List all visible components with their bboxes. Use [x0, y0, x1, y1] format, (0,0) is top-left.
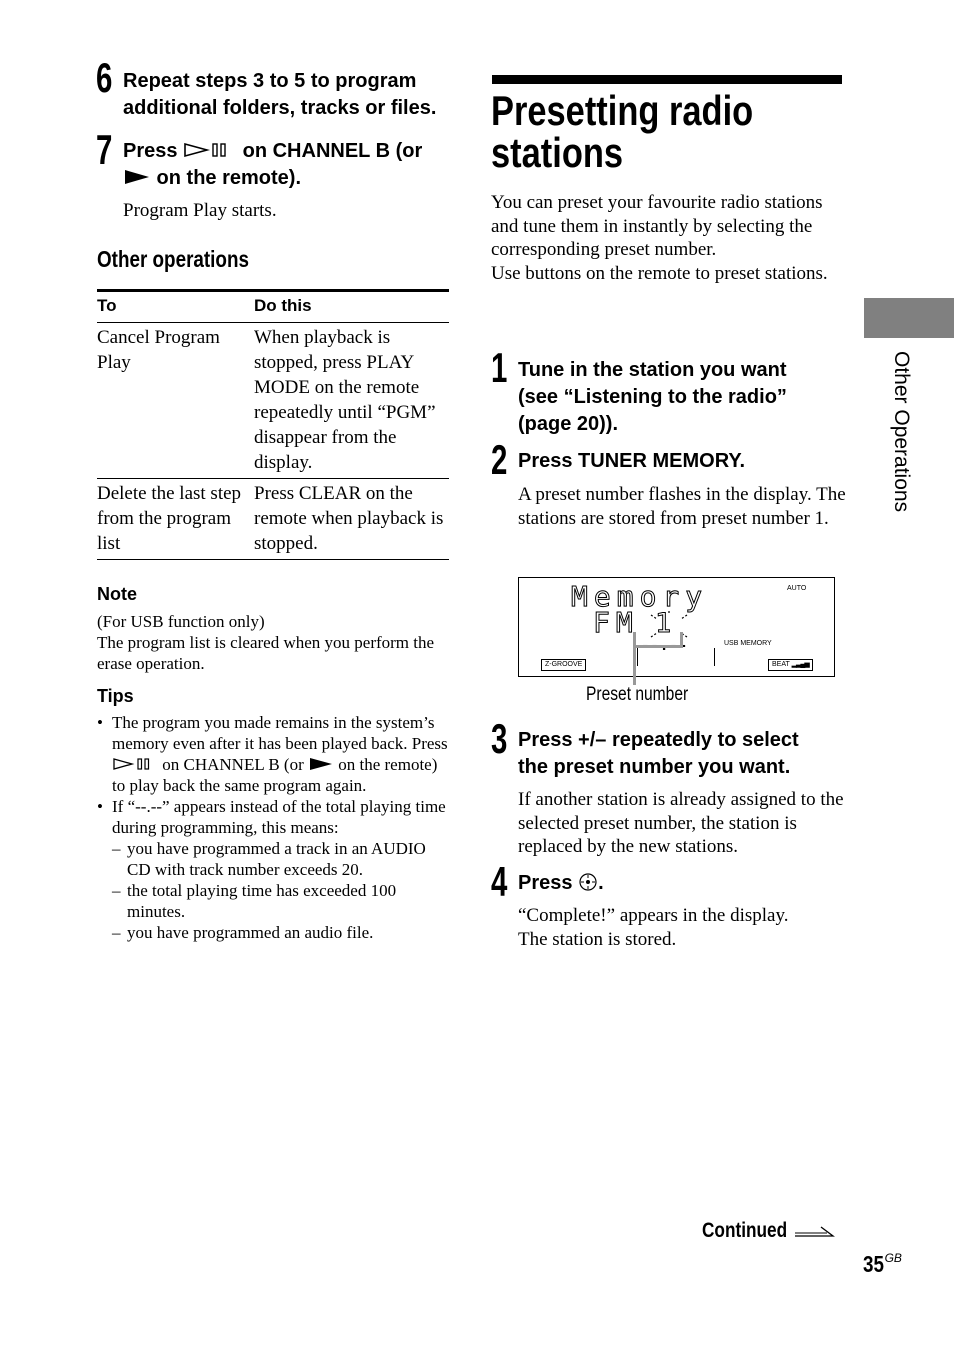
table-row — [97, 479, 449, 560]
callout-label: Preset number — [586, 684, 689, 705]
table-cell: Delete the last step from the program list — [97, 479, 254, 560]
other-operations-heading: Other operations — [97, 246, 249, 272]
note-line: The program list is cleared when you perform the erase operation. — [97, 633, 435, 673]
tip-subitem: – you have programmed a track in an AUDIO CD with track number exceeds 20. — [112, 839, 426, 879]
step-number: 2 — [491, 436, 508, 483]
play-icon — [123, 167, 151, 189]
title-rule — [492, 75, 842, 84]
tip-subitem: – the total playing time has exceeded 100 minutes. — [112, 881, 397, 921]
play-pause-icon — [112, 755, 158, 774]
play-icon — [308, 755, 334, 774]
page-number: $35^{GB}$ — [863, 1251, 902, 1277]
step-number: 3 — [491, 715, 508, 762]
tip-item: • If “--.--” appears instead of the total playing time during programming, this means: – you have programmed a track in an AUDIO CD with track number exceeds 20. – the total playing time has exceeded 100 minutes. – you have programmed an audio file. — [97, 796, 449, 943]
step-body: “Complete!” appears in the display. The station is stored. — [518, 905, 789, 950]
auto-indicator: AUTO — [787, 585, 807, 592]
step-number: 6 — [96, 54, 113, 101]
level-bars-icon: ▂▃▄▅ — [791, 661, 809, 668]
intro-paragraph: Use buttons on the remote to preset stations. — [491, 262, 828, 284]
beat-indicator: BEAT ▂▃▄▅ — [768, 659, 813, 671]
continued-arrow-icon — [793, 1223, 837, 1239]
table-cell: Cancel Program Play — [97, 323, 254, 479]
step-number: 7 — [96, 126, 113, 173]
step-heading: Press on CHANNEL B (or on the remote). — [123, 140, 423, 189]
step-body: A preset number flashes in the display. The stations are stored from preset number 1. — [518, 484, 846, 529]
step-heading: Press . — [518, 872, 604, 894]
tip-subitem: – you have programmed an audio file. — [112, 923, 374, 942]
step-body: Program Play starts. — [123, 200, 277, 221]
intro-paragraph: You can preset your favourite radio stations and tune them in instantly by selecting the corresponding preset number. — [491, 192, 823, 260]
step-number: 1 — [491, 344, 508, 391]
section-tab — [864, 298, 954, 338]
note-heading: Note — [97, 584, 137, 604]
page-title: Presetting radio stations — [491, 87, 754, 176]
step-body: If another station is already assigned to the selected preset number, the station is replaced by the new stations. — [518, 789, 844, 857]
note-line: (For USB function only) — [97, 612, 265, 631]
display-line-fm: FM — [593, 606, 639, 639]
display-line-memory: Memory — [571, 580, 709, 613]
step-heading: Press TUNER MEMORY. — [518, 450, 746, 472]
tip-item: • The program you made remains in the system’s memory even after it has been played back. Press on CHANNEL B (or on the remote) to play back the same program again. — [97, 713, 448, 795]
table-header: Do this — [254, 291, 449, 323]
step-heading: Press +/– repeatedly to select the preset number you want. — [518, 729, 799, 778]
section-tab-label: Other Operations — [890, 351, 913, 513]
enter-icon — [578, 872, 598, 894]
intro-text — [491, 191, 841, 285]
usb-memory-indicator: USB MEMORY — [724, 640, 772, 647]
operations-table — [97, 289, 449, 560]
tips-list — [97, 712, 449, 943]
continued-label: Continued — [702, 1219, 788, 1242]
callout-leader-line — [633, 645, 636, 685]
display-dashes: --.-- — [641, 638, 689, 654]
table-header: To — [97, 291, 254, 323]
callout-bracket — [633, 632, 683, 648]
note-body — [97, 611, 449, 674]
table-row — [97, 323, 449, 479]
play-pause-icon — [183, 140, 237, 162]
table-cell: When playback is stopped, press PLAY MODE on the remote repeatedly until “PGM” disappear from the display. — [254, 323, 449, 479]
table-cell: Press CLEAR on the remote when playback is stopped. — [254, 479, 449, 560]
tips-heading: Tips — [97, 686, 134, 706]
display-bracket — [637, 648, 715, 666]
display-preset-digit: 1 — [655, 608, 672, 639]
step-heading: Repeat steps 3 to 5 to program additional folders, tracks or files. — [123, 70, 437, 119]
z-groove-indicator: Z-GROOVE — [541, 659, 586, 671]
step-number: 4 — [491, 858, 508, 905]
step-heading: Tune in the station you want (see “Listening to the radio” (page 20)). — [518, 359, 787, 435]
display-illustration — [518, 577, 835, 677]
